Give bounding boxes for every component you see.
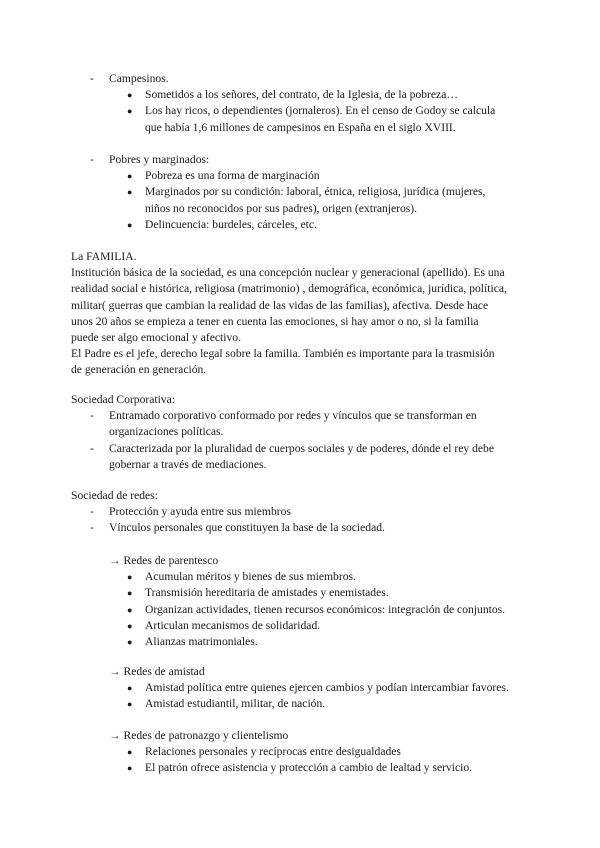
list-item	[0, 217, 600, 233]
item-text: Entramado corporativo conformado por redes y vínculos que se transforman en	[109, 409, 477, 423]
bullet-marker: ●	[127, 219, 133, 230]
bullet-text: Alianzas matrimoniales.	[145, 635, 258, 649]
list-item	[0, 744, 600, 760]
bullet-marker: ●	[127, 90, 133, 101]
bullet-marker: ●	[127, 620, 133, 631]
list-item	[0, 585, 600, 601]
list-item	[0, 441, 600, 457]
paragraph-line: militar( guerras que cambian la realidad de las vidas de las familias), afectiva. Desde hace	[71, 298, 489, 312]
item-text: Vínculos personales que constituyen la base de la sociedad.	[109, 521, 385, 535]
bullet-text: Pobreza es una forma de marginación	[145, 169, 320, 183]
bullet-marker: ●	[127, 572, 133, 583]
parentesco-heading: → Redes de parentesco	[109, 554, 219, 567]
bullet-text: Transmisión hereditaria de amistades y enemistades.	[145, 586, 389, 600]
paragraph-line: de generación en generación.	[71, 363, 207, 377]
bullet-text: Amistad estudiantil, militar, de nación.	[145, 697, 326, 711]
dash-marker: -	[90, 521, 94, 535]
paragraph-line: El Padre es el jefe, derecho legal sobre la familia. También es importante para la trasmisión	[71, 347, 495, 361]
list-item	[0, 680, 600, 696]
bullet-text: niños no reconocidos por sus padres), origen (extranjeros).	[145, 201, 418, 215]
paragraph-line: realidad social e histórica, religiosa (matrimonio) , demográfica, económica, jurídica, política,	[71, 282, 507, 296]
list-item	[0, 602, 600, 618]
parentesco-section	[0, 553, 600, 650]
familia-section	[0, 249, 600, 379]
pobres-section	[0, 152, 600, 233]
bullet-text: Organizan actividades, tienen recursos económicos: integración de conjuntos.	[145, 602, 506, 616]
redes-title: Sociedad de redes:	[71, 489, 158, 502]
list-item	[0, 71, 600, 87]
list-item	[0, 569, 600, 585]
bullet-continuation	[0, 201, 600, 217]
paragraph-line: puede ser algo emocional y afectivo.	[71, 331, 241, 345]
item-text: Protección y ayuda entre sus miembros	[109, 505, 291, 519]
corporativa-section	[0, 392, 600, 473]
amistad-heading: → Redes de amistad	[109, 665, 205, 678]
bullet-text: que había 1,6 millones de campesinos en España en el siglo XVIII.	[145, 120, 456, 134]
bullet-marker: ●	[127, 187, 133, 198]
bullet-marker: ●	[127, 683, 133, 694]
patronazgo-section	[0, 728, 600, 777]
bullet-text: Los hay ricos, o dependientes (jornaleros). En el censo de Godoy se calcula	[145, 104, 496, 118]
dash-marker: -	[90, 409, 94, 423]
paragraph-line: unos 20 años se empieza a tener en cuenta las emociones, si hay amor o no, si la familia	[71, 314, 479, 328]
dash-marker: -	[90, 153, 94, 166]
bullet-text: Delincuencia: burdeles, cárceles, etc.	[145, 217, 317, 231]
familia-title: La FAMILIA.	[71, 250, 137, 263]
list-item	[0, 618, 600, 634]
amistad-section	[0, 664, 600, 713]
corporativa-title: Sociedad Corporativa:	[71, 393, 175, 406]
bullet-marker: ●	[127, 747, 133, 758]
campesinos-section	[0, 71, 600, 136]
paragraph-line: Institución básica de la sociedad, es una concepción nuclear y generacional (apellido). Es una	[71, 266, 505, 280]
bullet-marker: ●	[127, 604, 133, 615]
list-item	[0, 520, 600, 536]
list-item	[0, 760, 600, 776]
list-item	[0, 152, 600, 168]
bullet-marker: ●	[127, 588, 133, 599]
bullet-text: Sometidos a los señores, del contrato, de la Iglesia, de la pobreza…	[145, 88, 458, 102]
item-continuation	[0, 424, 600, 440]
bullet-text: Articulan mecanismos de solidaridad.	[145, 618, 321, 632]
item-continuation	[0, 457, 600, 473]
patronazgo-heading: → Redes de patronazgo y clientelismo	[109, 729, 289, 742]
pobres-heading: Pobres y marginados:	[109, 153, 210, 166]
redes-section	[0, 488, 600, 537]
bullet-text: Amistad política entre quienes ejercen cambios y podían intercambiar favores.	[145, 681, 509, 695]
bullet-marker: ●	[127, 699, 133, 710]
list-item	[0, 634, 600, 650]
dash-marker: -	[90, 72, 94, 85]
bullet-text: Relaciones personales y recíprocas entre desigualdades	[145, 745, 401, 759]
bullet-marker: ●	[127, 171, 133, 182]
list-item	[0, 408, 600, 424]
list-item	[0, 504, 600, 520]
bullet-marker: ●	[127, 637, 133, 648]
dash-marker: -	[90, 505, 94, 519]
list-item	[0, 103, 600, 119]
bullet-text: Marginados por su condición: laboral, étnica, religiosa, jurídica (mujeres,	[145, 185, 486, 199]
item-text: organizaciones políticas.	[109, 425, 224, 439]
bullet-marker: ●	[127, 106, 133, 117]
dash-marker: -	[90, 441, 94, 455]
bullet-marker: ●	[127, 763, 133, 774]
bullet-continuation	[0, 120, 600, 136]
item-text: Caracterizada por la pluralidad de cuerpos sociales y de poderes, dónde el rey debe	[109, 441, 494, 455]
list-item	[0, 696, 600, 712]
list-item	[0, 168, 600, 184]
item-text: gobernar a través de mediaciones.	[109, 457, 267, 471]
campesinos-heading: Campesinos.	[109, 72, 169, 85]
bullet-text: El patrón ofrece asistencia y protección a cambio de lealtad y servicio.	[145, 761, 473, 775]
list-item	[0, 87, 600, 103]
list-item	[0, 184, 600, 200]
bullet-text: Acumulan méritos y bienes de sus miembros.	[145, 570, 356, 584]
